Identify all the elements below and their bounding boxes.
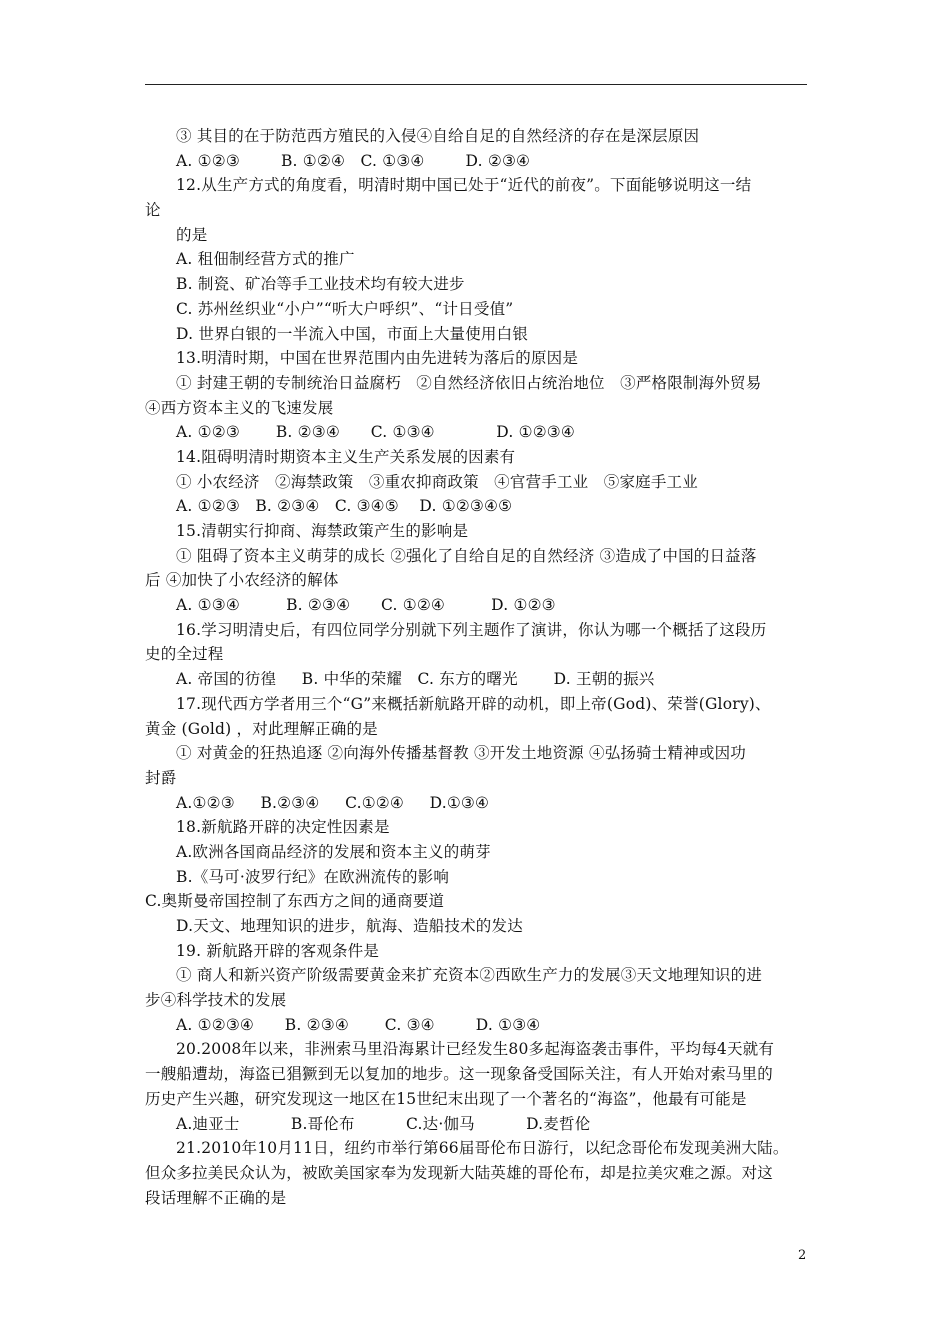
text-line: ④西方资本主义的飞速发展 <box>145 398 334 417</box>
text-line: 16.学习明清史后，有四位同学分别就下列主题作了演讲，你认为哪一个概括了这段历 <box>176 620 767 639</box>
text-line: A. ①②③ B. ②③④ C. ③④⑤ D. ①②③④⑤ <box>176 497 513 516</box>
text-line: 20.2008年以来，非洲索马里沿海累计已经发生80多起海盗袭击事件，平均每4天就有 <box>176 1040 775 1059</box>
text-line: 12.从生产方式的角度看，明清时期中国已处于“近代的前夜”。下面能够说明这一结 <box>176 176 752 195</box>
text-line: 但众多拉美民众认为，被欧美国家奉为发现新大陆英雄的哥伦布，却是拉美灾难之源。对这 <box>145 1163 774 1182</box>
text-line: 黄金 (Gold) ，对此理解正确的是 <box>145 719 378 738</box>
text-line: A.欧洲各国商品经济的发展和资本主义的萌芽 <box>176 842 491 861</box>
text-line: 13.明清时期，中国在世界范围内由先进转为落后的原因是 <box>176 349 579 368</box>
text-line: D.天文、地理知识的进步，航海、造船技术的发达 <box>176 917 523 935</box>
text-line: 历史产生兴趣，研究发现这一地区在15世纪末出现了一个著名的“海盗”，他最有可能是 <box>145 1089 747 1108</box>
text-line: A. ①②③ B. ②③④ C. ①③④ D. ①②③④ <box>176 423 575 442</box>
text-line: ① 封建王朝的专制统治日益腐朽 ②自然经济依旧占统治地位 ③严格限制海外贸易 <box>176 373 762 392</box>
text-line: C. 苏州丝织业“小户”“听大户呼织”、“计日受值” <box>176 299 514 318</box>
text-line: 19. 新航路开辟的客观条件是 <box>176 941 380 960</box>
text-line: 段话理解不正确的是 <box>145 1188 287 1207</box>
text-line: ① 阻碍了资本主义萌芽的成长 ②强化了自给自足的自然经济 ③造成了中国的日益落 <box>176 546 757 565</box>
text-line: 步④科学技术的发展 <box>145 991 287 1010</box>
text-line: 15.清朝实行抑商、海禁政策产生的影响是 <box>176 522 469 540</box>
text-line: ③ 其目的在于防范西方殖民的入侵④自给自足的自然经济的存在是深层原因 <box>176 127 700 145</box>
header-rule <box>145 84 807 85</box>
text-line: 的是 <box>176 225 208 244</box>
text-line: 史的全过程 <box>145 645 224 664</box>
text-line: 17.现代西方学者用三个“G”来概括新航路开辟的动机，即上帝(God)、荣誉(Glory)、 <box>176 694 771 713</box>
text-line: 21.2010年10月11日，纽约市举行第66届哥伦布日游行，以纪念哥伦布发现美洲大陆。 <box>176 1139 789 1158</box>
text-line: 一艘船遭劫，海盗已猖獗到无以复加的地步。这一现象备受国际关注，有人开始对索马里的 <box>145 1065 774 1084</box>
page-number: 2 <box>798 1248 807 1263</box>
text-line: B. 制瓷、矿冶等手工业技术均有较大进步 <box>176 275 465 294</box>
text-line: A. 租佃制经营方式的推广 <box>176 250 355 269</box>
text-line: 14.阻碍明清时期资本主义生产关系发展的因素有 <box>176 447 516 466</box>
text-line: A. 帝国的彷徨 B. 中华的荣耀 C. 东方的曙光 D. 王朝的振兴 <box>176 670 655 689</box>
text-line: 18.新航路开辟的决定性因素是 <box>176 818 390 837</box>
text-line: ① 对黄金的狂热追逐 ②向海外传播基督教 ③开发土地资源 ④弘扬骑士精神或因功 <box>176 744 747 763</box>
text-line: D. 世界白银的一半流入中国，市面上大量使用白银 <box>176 324 529 343</box>
text-line: A.①②③ B.②③④ C.①②④ D.①③④ <box>176 793 490 812</box>
text-line: A.迪亚士 B.哥伦布 C.达·伽马 D.麦哲伦 <box>176 1114 591 1133</box>
text-line: A. ①②③④ B. ②③④ C. ③④ D. ①③④ <box>176 1015 541 1034</box>
text-line: 论 <box>145 201 161 220</box>
text-line: 后 ④加快了小农经济的解体 <box>145 571 339 590</box>
text-line: ① 商人和新兴资产阶级需要黄金来扩充资本②西欧生产力的发展③天文地理知识的进 <box>176 966 763 985</box>
document-body <box>145 124 807 1210</box>
text-line: A. ①③④ B. ②③④ C. ①②④ D. ①②③ <box>176 596 556 615</box>
text-line: B.《马可·波罗行纪》在欧洲流传的影响 <box>176 867 450 886</box>
text-line: 封爵 <box>145 768 177 787</box>
text-line: C.奥斯曼帝国控制了东西方之间的通商要道 <box>145 892 445 911</box>
text-line: A. ①②③ B. ①②④ C. ①③④ D. ②③④ <box>176 151 531 170</box>
text-line: ① 小农经济 ②海禁政策 ③重农抑商政策 ④官营手工业 ⑤家庭手工业 <box>176 472 698 491</box>
